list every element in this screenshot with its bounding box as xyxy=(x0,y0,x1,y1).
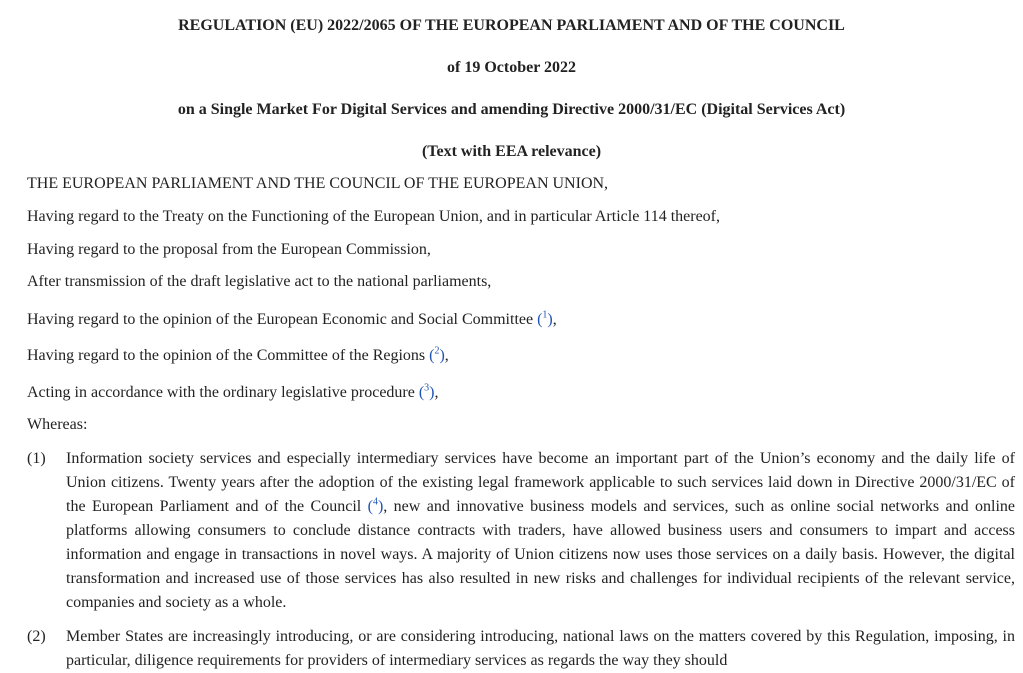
recital-1-text-before: Information society services and especially intermediary services have become an important part of the Union’s economy and the daily life of Union citizens. Twenty years after the adoption of the existing legal framework applicable to such services laid down in Directive 2000/31/EC of the European Parliament and of the Council xyxy=(66,450,1015,515)
regulation-title: REGULATION (EU) 2022/2065 OF THE EUROPEAN PARLIAMENT AND OF THE COUNCIL xyxy=(178,17,845,34)
recital-text-1 xyxy=(66,447,1015,615)
recital-1-text-after: , new and innovative business models and services, such as online social networks and online platforms allowing consumers to conclude distance contracts with traders, have allowed business users and consumers to impart and access information and engage in transactions in novel ways. A majority of Union citizens now uses those services on a daily basis. However, the digital transformation and increased use of those services has also resulted in new risks and challenges for individual recipients of the relevant service, companies and society as a whole. xyxy=(66,498,1016,611)
footnote-number-1: 1 xyxy=(542,309,548,321)
whereas-heading: Whereas: xyxy=(27,416,88,433)
recital-number-2: (2) xyxy=(27,628,46,645)
citation-transmission: After transmission of the draft legislative act to the national parliaments, xyxy=(27,273,492,290)
footnote-number-4: 4 xyxy=(372,496,378,508)
recital-text-2: Member States are increasingly introducing, or are considering introducing, national laws on the matters covered by this Regulation, imposing, in particular, diligence requirements for providers of intermediary services as regards the way they should xyxy=(66,628,1015,669)
footnote-link-3[interactable]: ($^3$) xyxy=(418,382,435,401)
footnote-number-2: 2 xyxy=(434,345,440,357)
preamble-authors: THE EUROPEAN PARLIAMENT AND THE COUNCIL OF THE EUROPEAN UNION, xyxy=(27,175,609,192)
citation-eesc-text: Having regard to the opinion of the European Economic and Social Committee xyxy=(27,311,538,328)
footnote-link-2[interactable]: ($^2$) xyxy=(429,345,445,364)
recital-number-1: (1) xyxy=(27,450,46,467)
citation-proposal: Having regard to the proposal from the European Commission, xyxy=(27,241,431,258)
regulation-subject: on a Single Market For Digital Services and amending Directive 2000/31/EC (Digital Services Act) xyxy=(177,101,846,118)
footnote-number-3: 3 xyxy=(424,382,430,394)
recital-1 xyxy=(27,447,1015,615)
recital-2 xyxy=(27,625,1015,673)
footnote-link-1[interactable]: ($^1$) xyxy=(537,309,553,328)
eea-relevance-note: (Text with EEA relevance) xyxy=(421,143,602,160)
citation-procedure-text: Acting in accordance with the ordinary legislative procedure xyxy=(27,384,419,401)
citation-treaty: Having regard to the Treaty on the Functioning of the European Union, and in particular Article 114 thereof, xyxy=(27,208,721,225)
regulation-date: of 19 October 2022 xyxy=(446,59,576,76)
citation-eesc: Having regard to the opinion of the European Economic and Social Committee ($^1$), xyxy=(27,309,557,328)
footnote-link-4[interactable]: ($^4$) xyxy=(367,496,384,515)
citation-cor-text: Having regard to the opinion of the Committee of the Regions xyxy=(27,347,430,364)
citation-procedure: Acting in accordance with the ordinary legislative procedure ($^3$), xyxy=(27,382,439,401)
citation-cor: Having regard to the opinion of the Committee of the Regions ($^2$), xyxy=(27,345,449,364)
